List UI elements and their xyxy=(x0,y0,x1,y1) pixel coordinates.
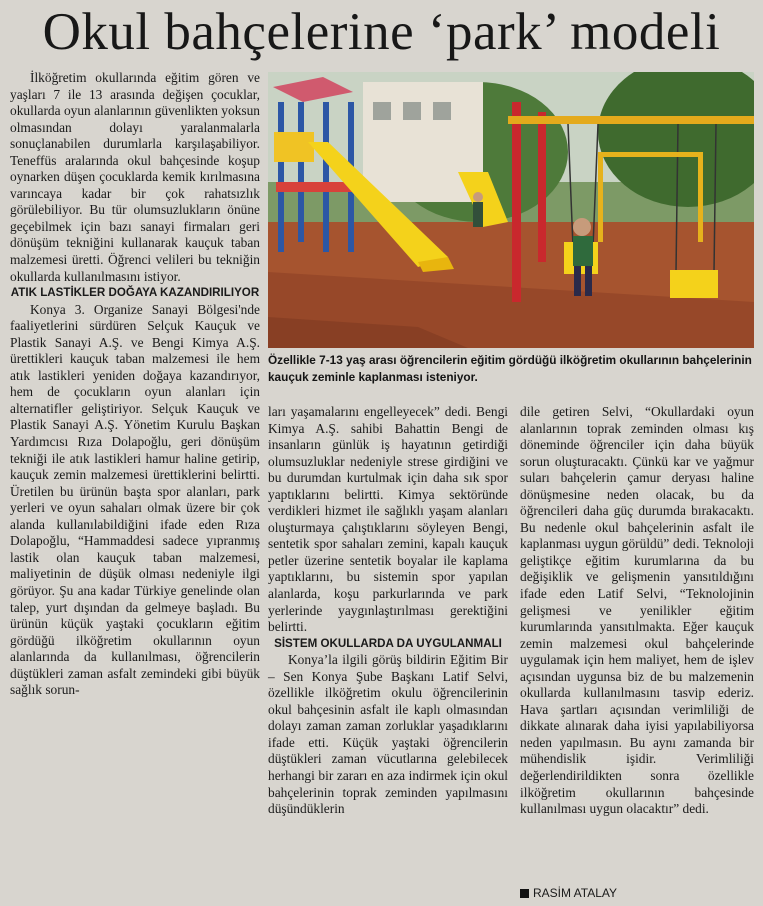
right-column xyxy=(520,404,754,818)
playground-illustration xyxy=(268,72,754,348)
col3-paragraph: dile getiren Selvi, “Okullardaki oyun alanlarının toprak zeminden olması kış döneminde öğrenciler için daha büyük sorun oluşturacaktı. Çünkü kar ve yağmur suları bahçelerin çamur deryası haline dönüşmesine neden olacak, bu da öğrencileri daha güç durumda bırakacaktı. Bu nedenle okul bahçelerinin asfalt ile kaplanması uygun görüldü” dedi. Teknoloji geliştikçe eğitim kurumlarına da bu değişiklik ve gelişmenin yansıtıldığını ifade eden Latif Selvi, “Teknolojinin gelişmesi ve yenilikler eğitim kurumlarında yansıtılmakta. Eğer kauçuk zemin malzemesi okul bahçelerinde uygulamak için hem maliyet, hem de işlev açısından uygunsa biz de bu malzemenin okullarda kullanılmasını tasvip ederiz. Hava şartları açısından verimliliği de dikkate alınarak daha iyisi yapılabiliyorsa neden yapılmasın. Bu aynı zamanda bir mühendislik işidir. Verimliliği değerlendirildikten sonra özellikle ilköğretim okullarının bahçesinde kullanılması uygun olacaktır” dedi. xyxy=(520,404,754,817)
byline-name: RASİM ATALAY xyxy=(533,886,618,900)
playground-photo xyxy=(268,72,754,348)
col2-paragraph: ları yaşamalarını engelleyecek” dedi. Bengi Kimya A.Ş. sahibi Bahattin Bengi de insanların günlük iş hayatının getirdiği olumsuzluklar nedeniyle strese girdiğini ve bu durumdan kurtulmak için daha sık spor yaptıklarını belirtti. Kimya sektöründe verdikleri hizmet ile sağlıklı yaşam alanları oluşturmaya çalıştıklarını söyleyen Bengi, sentetik spor sahaları zemini, kapalı kauçuk petler üzerine sentetik boyalar ile kaplama yaptıklarını, bu sistemin spor yapılan alanlarda, koşu parkurlarında ve park yerlerinde yaygınlaştırılması gerektiğini belirtti. xyxy=(268,404,508,635)
intro-column xyxy=(10,70,260,699)
subhead-sistem-okullarda: SİSTEM OKULLARDA DA UYGULANMALI xyxy=(274,636,502,650)
byline-square-icon xyxy=(520,889,529,898)
byline xyxy=(520,885,617,901)
subhead-atik-lastikler: ATIK LASTİKLER DOĞAYA KAZANDIRILIYOR xyxy=(10,286,260,300)
intro-paragraph: İlköğretim okullarında eğitim gören ve yaşları 7 ile 13 arasında değişen çocuklar, okullarda oyun alanlarının güvenlikten yoksun olmasından dolayı yaralanmalarla sonuçlanabilen durumlarla karşılaşabiliyor. Teneffüs aralarında okul bahçesinde koşup oynarken düşen çocuklarda kemik kırılmasına varıncaya kadar bir çok rahatsızlık görülebiliyor. Bu tür olumsuzlukların önüne geçebilmek için bazı sanayi firmaları geri dönüşüm tekniğini kullanarak kauçuk taban malzemesi üretti. Öğrenci velileri bu tekniğin okullarda kullanılmasını istiyor. xyxy=(10,70,260,284)
middle-column xyxy=(268,404,508,818)
headline: Okul bahçelerine ‘park’ modeli xyxy=(42,3,721,61)
col1-paragraph: Konya 3. Organize Sanayi Bölgesi'nde faaliyetlerini sürdüren Selçuk Kauçuk ve Plastik Sanayi A.Ş. ve Bengi Kimya A.Ş. ürettikleri kauçuk taban malzemesi ile hem atık lastikleri yeniden doğaya kazandırıyor, hem de çocukların oyun alanları için alternatifler geliştiriyor. Selçuk Kauçuk ve Plastik Sanayi A.Ş. Yönetim Kurulu Başkan Yardımcısı Rıza Dolapoğlu, geri dönüşüm tekniği ile atık lastikleri hamur haline getirip, kauçuk zemin malzemesi ürettiklerini belirtti. Üretilen bu ürünün başta spor alanları, park yerleri ve oyun sahaları olmak üzere bir çok alanda kullanılabildiğini ifade eden Rıza Dolapoğlu, “Hammaddesi sadece yıpranmış lastik olan kauçuk taban malzemesi, maliyetinin de düşük olması nedeniyle ilgi görüyor. Şu ana kadar Türkiye genelinde olan talep, yurt dışından da gelmeye başladı. Bu ürünün küçük yaştaki çocukların eğitim gördüğü ilköğretim okullarının oyun alanlarında da kullanılması, öğrencilerin düştükleri zaman asfalt zemindeki gibi büyük sağlık sorun- xyxy=(10,301,260,698)
col2-paragraph-b: Konyaʼla ilgili görüş bildirin Eğitim Bir – Sen Konya Şube Başkanı Latif Selvi, özellikle ilköğretim okulu öğrencilerinin okul bahçesinin asfalt ile kaplı olmasından dolayı zaman zaman zorluklar yaşadıklarını ifade etti. Küçük yaştaki öğrencilerin düştükleri zaman vücutlarına gelebilecek herhangi bir zararı en aza indirmek için okul bahçelerinin toprak zeminden yapılmasını düşündüklerin xyxy=(268,652,508,817)
photo-caption: Özellikle 7-13 yaş arası öğrencilerin eğitim gördüğü ilköğretim okullarının bahçelerinin kauçuk zeminle kaplanması isteniyor. xyxy=(268,353,752,384)
